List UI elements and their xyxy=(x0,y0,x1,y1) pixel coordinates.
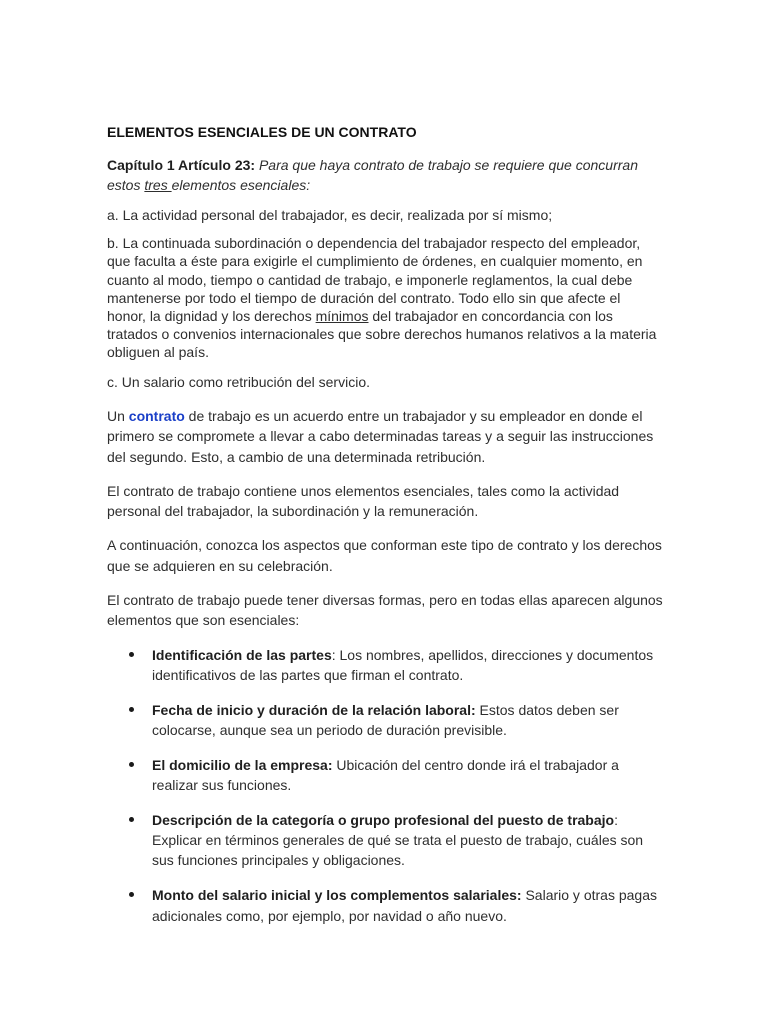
list-item xyxy=(107,810,663,871)
essential-elements-paragraph: El contrato de trabajo contiene unos elementos esenciales, tales como la actividad personal del trabajador, la subordinación y la remuneración. xyxy=(107,482,620,520)
aspects-paragraph: A continuación, conozca los aspectos que conforman este tipo de contrato y los derechos que se adquieren en su celebración. xyxy=(107,537,662,574)
para1-before: Un xyxy=(107,407,129,424)
list-item-title: Identificación de las partes xyxy=(152,646,332,663)
article-underlined-word: tres xyxy=(144,177,172,193)
bullet-icon xyxy=(129,652,134,657)
bullet-icon xyxy=(129,762,134,767)
bullet-icon xyxy=(129,892,134,897)
contrato-link[interactable]: contrato xyxy=(128,407,185,424)
list-item-text: : Explicar en términos generales de qué se trata el puesto de trabajo, cuáles son sus funciones principales y obligaciones. xyxy=(152,811,644,869)
article-reference: Capítulo 1 Artículo 23: xyxy=(107,157,256,173)
list-item-text: Estos datos deben ser colocarse, aunque sea un periodo de duración previsible. xyxy=(152,701,619,738)
item-b-underlined-word: mínimos xyxy=(315,308,369,325)
bullet-icon xyxy=(129,817,134,822)
article-paragraph xyxy=(107,155,663,195)
element-item-b xyxy=(107,234,663,361)
essential-elements-list xyxy=(107,645,663,926)
document-page xyxy=(107,123,663,940)
list-item-title: Monto del salario inicial y los complementos salariales: xyxy=(152,887,522,904)
list-item xyxy=(107,885,663,926)
item-b-text-before: b. La continuada subordinación o dependencia del trabajador respecto del empleador, que faculta a éste para exigirle el cumplimiento de órdenes, en cualquier momento, en cuanto al modo, tiempo o cantidad de trabajo, e imponerle reglamentos, la cual debe mantenerse por todo el tiempo de duración del contrato. Todo ello sin que afecte el honor, la dignidad y los derechos xyxy=(107,235,643,325)
list-item-text: Salario y otras pagas adicionales como, por ejemplo, por navidad o año nuevo. xyxy=(152,887,657,924)
list-item-title: El domicilio de la empresa: xyxy=(152,756,333,773)
forms-paragraph: El contrato de trabajo puede tener diversas formas, pero en todas ellas aparecen algunos elementos que son esenciales: xyxy=(107,592,663,629)
element-item-c: c. Un salario como retribución del servicio. xyxy=(107,373,370,390)
element-item-a: a. La actividad personal del trabajador, es decir, realizada por sí mismo; xyxy=(107,207,553,223)
bullet-icon xyxy=(129,707,134,712)
item-b-text-after: del trabajador en concordancia con los tratados o convenios internacionales que sobre derechos humanos relativos a la materia obliguen al país. xyxy=(107,308,657,361)
document-title: ELEMENTOS ESENCIALES DE UN CONTRATO xyxy=(107,124,417,140)
list-item-title: Descripción de la categoría o grupo profesional del puesto de trabajo xyxy=(152,811,615,828)
list-item-title: Fecha de inicio y duración de la relación laboral: xyxy=(152,701,476,718)
list-item xyxy=(107,755,663,796)
list-item-text: : Los nombres, apellidos, direcciones y documentos identificativos de las partes que firman el contrato. xyxy=(152,646,654,683)
para1-after: de trabajo es un acuerdo entre un trabajador y su empleador en donde el primero se compromete a llevar a cabo determinadas tareas y a seguir las instrucciones del segundo. Esto, a cambio de una determinada retribución. xyxy=(107,407,654,465)
contract-definition-paragraph xyxy=(107,406,663,467)
list-item xyxy=(107,645,663,686)
list-item xyxy=(107,700,663,741)
article-text-before: Para que haya contrato de trabajo se requiere que concurran estos xyxy=(107,157,638,193)
list-item-text: Ubicación del centro donde irá el trabajador a realizar sus funciones. xyxy=(152,756,619,794)
article-text-after: elementos esenciales: xyxy=(171,177,311,193)
